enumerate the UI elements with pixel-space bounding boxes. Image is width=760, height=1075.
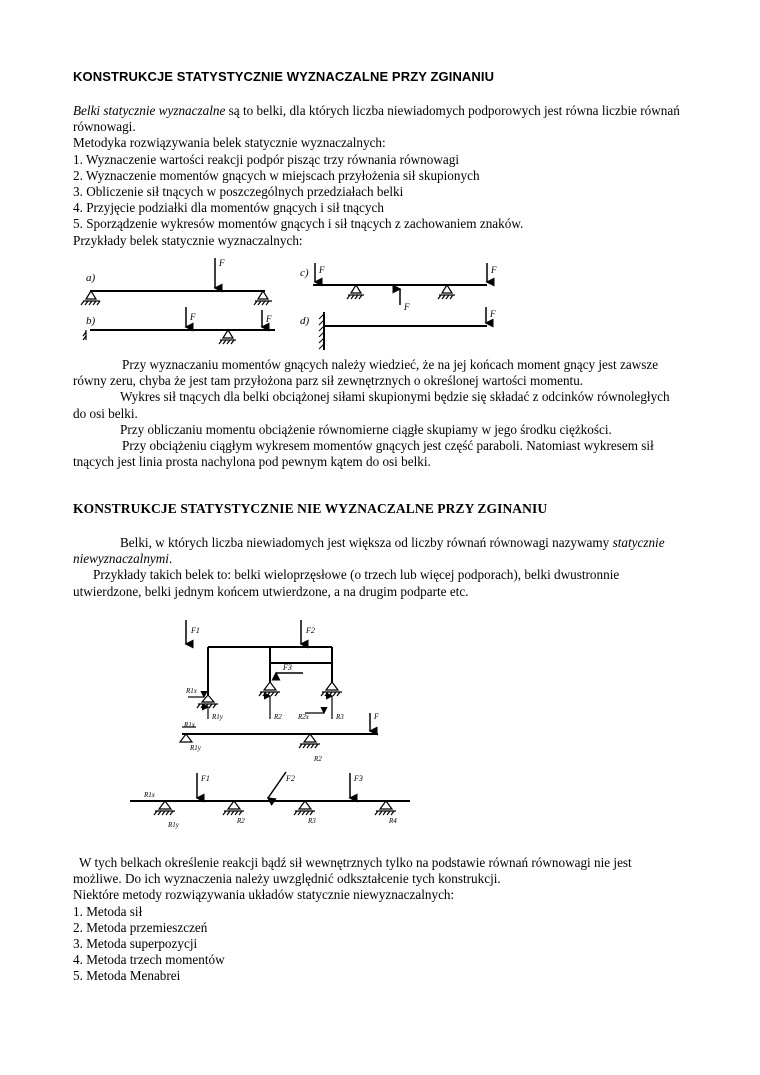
label-d-force: F xyxy=(490,309,496,319)
list-item: 5. Metoda Menabrei xyxy=(73,968,181,984)
beam-b-forces xyxy=(186,307,262,327)
section1-notes-block xyxy=(73,357,683,470)
beam-examples-figure xyxy=(0,0,760,360)
section2-title: KONSTRUKCJE STATYSTYCZNIE NIE WYZNACZALNE PRZY ZGINANIU xyxy=(73,501,548,516)
beam-d xyxy=(324,312,487,350)
label-c-f1: F xyxy=(319,265,325,275)
indeterminate-beams-figure xyxy=(120,615,420,835)
list-item: 1. Metoda sił xyxy=(73,903,143,919)
list-item: 4. Przyjęcie podziałki dla momentów gnących i sił tnących xyxy=(73,200,384,216)
label-a: a) xyxy=(86,272,96,284)
beam-c-supports xyxy=(347,285,455,299)
list-item: 3. Metoda superpozycji xyxy=(73,936,198,952)
label-f3: F3 xyxy=(283,663,292,672)
label-r3: R3 xyxy=(336,713,344,721)
label-c-f3: F xyxy=(491,265,497,275)
definition-text: są to belki, dla których liczba niewiadomych podporowych jest równa liczbie równań równowagi. xyxy=(73,103,680,135)
definition-paragraph: Belki, w których liczba niewiadomych jest większa od liczby równań równowagi nazywamy statycznie niewyznaczalnymi. xyxy=(73,535,665,567)
continuous-supports xyxy=(154,801,396,815)
methods-title: Niektóre metody rozwiązywania układów statycznie niewyznaczalnych: xyxy=(73,887,455,903)
examples-label: Przykłady belek statycznie wyznaczalnych: xyxy=(73,232,303,248)
note-paragraph: Przy obliczaniu momentu obciążenie równomierne ciągłe skupiamy w jego środku ciężkości. xyxy=(120,421,612,437)
method-title: Metodyka rozwiązywania belek statycznie wyznaczalnych: xyxy=(73,135,386,151)
beam-a-supports xyxy=(81,291,272,305)
label-r2-b: R2 xyxy=(314,755,322,763)
label-f: F xyxy=(374,712,379,721)
label-f3-c: F3 xyxy=(354,774,363,783)
frame-structure xyxy=(208,647,332,695)
label-b-f1: F xyxy=(190,312,196,322)
examples-paragraph: Przykłady takich belek to: belki wieloprzęsłowe (o trzech lub więcej podporach), belki dwustronnie utwierdzone, belki jednym końcem utwierdzone, a na drugim podparte etc. xyxy=(73,567,620,599)
list-item: 1. Wyznaczenie wartości reakcji podpór pisząc trzy równania równowagi xyxy=(73,151,460,167)
section1-title: KONSTRUKCJE STATYSTYCZNIE WYZNACZALNE PRZY ZGINANIU xyxy=(73,69,495,84)
label-c-f2: F xyxy=(404,302,410,312)
section2-methods-block xyxy=(73,855,683,985)
definition-term: statycznie niewyznaczalnymi xyxy=(73,535,665,567)
reactions-paragraph: W tych belkach określenie reakcji bądź sił wewnętrznych tylko na podstawie równań równowagi nie jest możliwe. Do ich wyznaczenia należy uwzględnić odkształcenie tych konstrukcji. xyxy=(73,855,632,887)
list-item: 2. Wyznaczenie momentów gnących w miejscach przyłożenia sił skupionych xyxy=(73,167,480,183)
label-r3-c: R3 xyxy=(308,817,316,825)
label-r1x-c: R1x xyxy=(144,791,155,799)
label-f1: F1 xyxy=(191,626,200,635)
label-b: b) xyxy=(86,315,96,327)
section2-intro-block xyxy=(73,535,683,600)
label-r1y-c: R1y xyxy=(168,821,179,829)
list-item: 3. Obliczenie sił tnących w poszczególnych przedziałach belki xyxy=(73,184,404,200)
label-d: d) xyxy=(300,315,310,327)
two-span-supports xyxy=(180,727,320,748)
list-item: 5. Sporządzenie wykresów momentów gnących i sił tnących z zachowaniem znaków. xyxy=(73,216,524,232)
continuous-loads xyxy=(197,772,350,798)
label-r1y-b: R1y xyxy=(190,744,201,752)
label-c: c) xyxy=(300,267,309,279)
definition-text: Belki, w których liczba niewiadomych jest większa od liczby równań równowagi nazywamy xyxy=(120,535,613,550)
list-item: 2. Metoda przemieszczeń xyxy=(73,919,208,935)
definition-term: Belki statycznie wyznaczalne xyxy=(73,103,226,118)
list-item: 4. Metoda trzech momentów xyxy=(73,952,225,968)
note-paragraph: Przy obciążeniu ciągłym wykresem momentów gnących jest część paraboli. Natomiast wykresem sił tnących jest linia prosta nachylona pod pewnym kątem do osi belki. xyxy=(73,438,654,470)
label-f2-c: F2 xyxy=(286,774,295,783)
label-f2: F2 xyxy=(306,626,315,635)
label-r4-c: R4 xyxy=(389,817,397,825)
label-r2: R2 xyxy=(274,713,282,721)
label-r1y: R1y xyxy=(212,713,223,721)
label-f1-c: F1 xyxy=(201,774,210,783)
label-r2-c: R2 xyxy=(237,817,245,825)
label-r2x: R2x xyxy=(298,713,309,721)
label-r1x-b: R1x xyxy=(184,721,195,729)
note-paragraph: Wykres sił tnących dla belki obciążonej siłami skupionymi będzie się składać z odcinków równoległych do osi belki. xyxy=(73,389,670,421)
note-paragraph: Przy wyznaczaniu momentów gnących należy wiedzieć, że na jej końcach moment gnący jest zawsze równy zeru, chyba że jest tam przyłożona parz sił zewnętrznych o określonej wartości momentu. xyxy=(73,357,659,389)
label-r1x: R1x xyxy=(186,687,197,695)
beam-b-supports xyxy=(83,330,236,344)
label-b-f2: F xyxy=(266,314,272,324)
label-a-force: F xyxy=(219,258,225,268)
